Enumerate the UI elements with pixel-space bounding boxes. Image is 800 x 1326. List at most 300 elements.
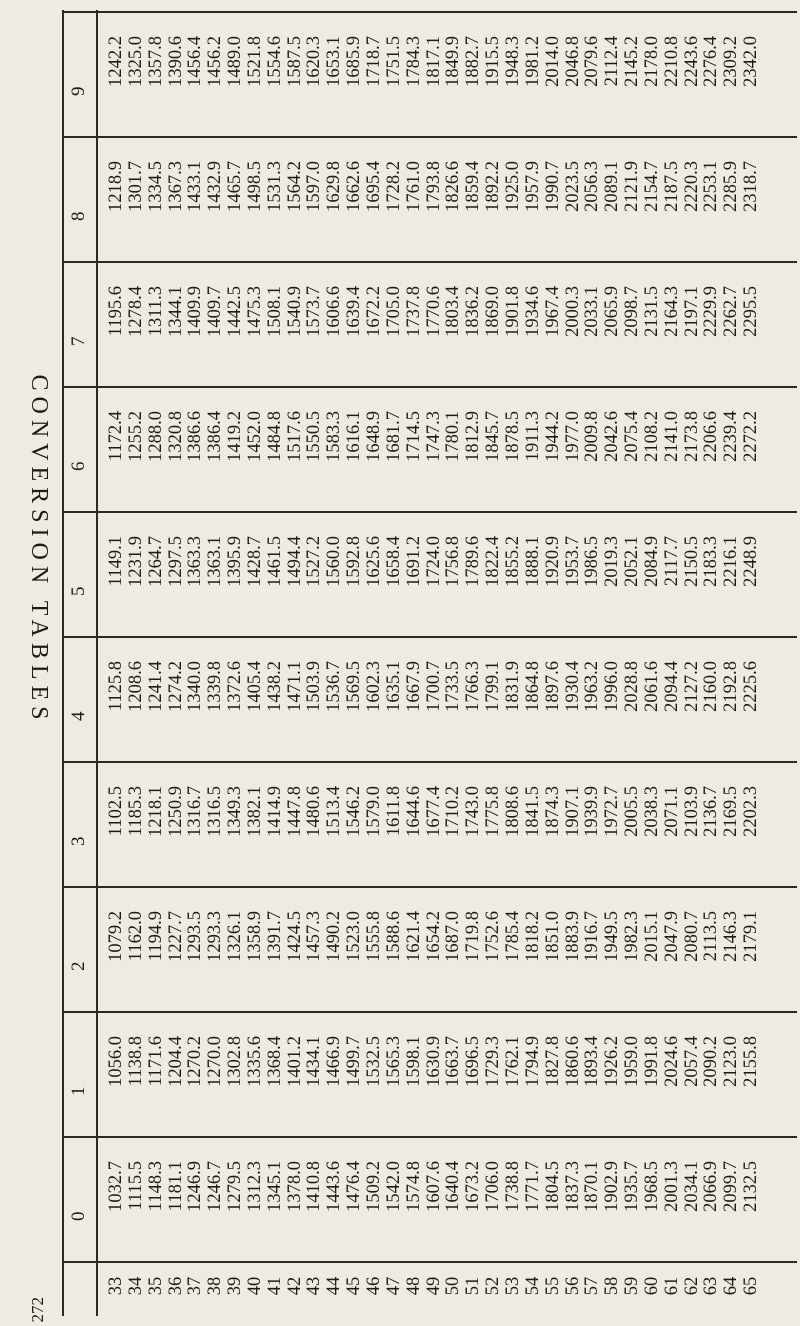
table-cell: 1409.7 (205, 286, 226, 337)
table-cell: 1542.0 (383, 1161, 404, 1212)
table-cell: 2150.5 (681, 536, 702, 587)
table-cell: 1874.3 (542, 786, 563, 837)
table-cell: 1357.8 (145, 36, 166, 87)
table-cell: 1785.4 (502, 911, 523, 962)
table-cell: 1148.3 (145, 1161, 166, 1212)
table-cell: 1831.9 (502, 661, 523, 712)
table-cell: 2141.0 (661, 411, 682, 462)
table-cell: 2065.9 (602, 286, 623, 337)
table-cell: 2285.9 (721, 161, 742, 212)
table-cell: 1554.6 (264, 36, 285, 87)
table-cell: 2015.1 (641, 911, 662, 962)
table-cell: 1316.7 (185, 786, 206, 837)
table-cell: 1102.5 (106, 786, 126, 837)
table-cell: 1640.4 (443, 1161, 464, 1212)
table-cell: 1246.7 (205, 1161, 226, 1212)
table-cell: 1775.8 (483, 786, 504, 837)
table-cell: 2038.3 (641, 786, 662, 837)
table-cell: 1432.9 (205, 161, 226, 212)
table-cell: 1386.6 (185, 411, 206, 462)
table-cell: 1334.5 (145, 161, 166, 212)
table-cell: 1489.0 (225, 36, 246, 87)
table-cell: 1685.9 (344, 36, 365, 87)
table-cell: 2033.1 (582, 286, 603, 337)
table-cell: 1345.1 (264, 1161, 285, 1212)
table-cell: 1465.7 (225, 161, 246, 212)
table-cell: 2154.7 (641, 161, 662, 212)
table-grid (60, 0, 800, 1326)
table-cell: 1728.2 (383, 161, 404, 212)
table-cell: 2155.8 (741, 1036, 762, 1087)
table-cell: 1494.4 (284, 536, 305, 587)
table-cell: 1597.0 (304, 161, 325, 212)
table-cell: 1837.3 (562, 1161, 583, 1212)
table-cell: 2123.0 (721, 1036, 742, 1087)
table-cell: 1517.6 (284, 411, 305, 462)
table-cell: 1662.6 (344, 161, 365, 212)
table-cell: 1227.7 (165, 911, 186, 962)
table-cell: 1579.0 (364, 786, 385, 837)
table-cell: 1766.3 (463, 661, 484, 712)
table-cell: 1849.9 (443, 36, 464, 87)
table-cell: 1780.1 (443, 411, 464, 462)
table-cell: 1747.3 (423, 411, 444, 462)
table-cell: 1663.7 (443, 1036, 464, 1087)
table-cell: 1733.5 (443, 661, 464, 712)
column-rule (62, 512, 797, 514)
table-cell: 1475.3 (244, 286, 265, 337)
table-cell: 2113.5 (701, 911, 722, 962)
table-cell: 1231.9 (125, 536, 146, 587)
table-cell: 2057.4 (681, 1036, 702, 1087)
table-cell: 1648.9 (364, 411, 385, 462)
table-cell: 1484.8 (264, 411, 285, 462)
table-cell: 1724.0 (423, 536, 444, 587)
table-cell: 1293.3 (205, 911, 226, 962)
table-cell: 1888.1 (522, 536, 543, 587)
table-cell: 2132.5 (741, 1161, 762, 1212)
table-cell: 2079.6 (582, 36, 603, 87)
table-cell: 1677.4 (423, 786, 444, 837)
column-rule (62, 1262, 797, 1264)
table-cell: 1560.0 (324, 536, 345, 587)
table-cell: 1171.6 (145, 1036, 166, 1087)
table-cell: 1297.5 (165, 536, 186, 587)
table-cell: 1751.5 (383, 36, 404, 87)
table-cell: 1949.5 (602, 911, 623, 962)
column-header: 9 (68, 86, 89, 96)
row-label: 53 (502, 1276, 523, 1296)
table-cell: 1845.7 (483, 411, 504, 462)
table-cell: 1414.9 (264, 786, 285, 837)
column-header: 8 (68, 211, 89, 221)
table-cell: 1255.2 (125, 411, 146, 462)
table-cell: 1499.7 (344, 1036, 365, 1087)
table-cell: 2009.8 (582, 411, 603, 462)
column-rule (62, 12, 797, 14)
table-cell: 2090.2 (701, 1036, 722, 1087)
table-cell: 1770.6 (423, 286, 444, 337)
table-cell: 1799.1 (483, 661, 504, 712)
table-cell: 2075.4 (622, 411, 643, 462)
table-cell: 1818.2 (522, 911, 543, 962)
table-cell: 1490.2 (324, 911, 345, 962)
table-cell: 1390.6 (165, 36, 186, 87)
row-label: 54 (522, 1276, 543, 1296)
table-cell: 2052.1 (622, 536, 643, 587)
table-cell: 1870.1 (582, 1161, 603, 1212)
row-label: 35 (145, 1276, 166, 1296)
table-cell: 1428.7 (244, 536, 265, 587)
table-cell: 1540.9 (284, 286, 305, 337)
table-cell: 2309.2 (721, 36, 742, 87)
table-cell: 1339.8 (205, 661, 226, 712)
table-cell: 2253.1 (701, 161, 722, 212)
table-cell: 1696.5 (463, 1036, 484, 1087)
table-cell: 1587.5 (284, 36, 305, 87)
table-cell: 1963.2 (582, 661, 603, 712)
row-label: 49 (423, 1276, 444, 1296)
table-cell: 1687.0 (443, 911, 464, 962)
table-cell: 2028.8 (622, 661, 643, 712)
table-cell: 1270.2 (185, 1036, 206, 1087)
table-cell: 1056.0 (106, 1036, 126, 1087)
table-cell: 1531.3 (264, 161, 285, 212)
table-cell: 1363.1 (205, 536, 226, 587)
row-label: 48 (403, 1276, 424, 1296)
table-cell: 1480.6 (304, 786, 325, 837)
table-cell: 1138.8 (125, 1036, 146, 1087)
row-label: 38 (205, 1276, 226, 1296)
table-cell: 2178.0 (641, 36, 662, 87)
table-cell: 2103.9 (681, 786, 702, 837)
page-number: 272 (28, 1297, 47, 1323)
table-cell: 2146.3 (721, 911, 742, 962)
row-label: 51 (463, 1276, 484, 1296)
table-cell: 1851.0 (542, 911, 563, 962)
table-cell: 1588.6 (383, 911, 404, 962)
table-cell: 1279.5 (225, 1161, 246, 1212)
table-cell: 1583.3 (324, 411, 345, 462)
table-cell: 1503.9 (304, 661, 325, 712)
table-cell: 2197.1 (681, 286, 702, 337)
table-cell: 2136.7 (701, 786, 722, 837)
table-cell: 1620.3 (304, 36, 325, 87)
table-cell: 1208.6 (125, 661, 146, 712)
table-cell: 1410.8 (304, 1161, 325, 1212)
table-cell: 1902.9 (602, 1161, 623, 1212)
column-header: 4 (68, 711, 89, 721)
table-cell: 1883.9 (562, 911, 583, 962)
table-cell: 1784.3 (403, 36, 424, 87)
table-cell: 2047.9 (661, 911, 682, 962)
table-cell: 1466.9 (324, 1036, 345, 1087)
table-cell: 1644.6 (403, 786, 424, 837)
table-cell: 1546.2 (344, 786, 365, 837)
table-cell: 1288.0 (145, 411, 166, 462)
table-cell: 1358.9 (244, 911, 265, 962)
table-cell: 1991.8 (641, 1036, 662, 1087)
table-cell: 1172.4 (106, 411, 126, 462)
row-label: 50 (443, 1276, 464, 1296)
table-cell: 2276.4 (701, 36, 722, 87)
table-cell: 2131.5 (641, 286, 662, 337)
table-cell: 1424.5 (284, 911, 305, 962)
table-cell: 1836.2 (463, 286, 484, 337)
table-cell: 1326.1 (225, 911, 246, 962)
table-cell: 1826.6 (443, 161, 464, 212)
table-cell: 1953.7 (562, 536, 583, 587)
table-cell: 1301.7 (125, 161, 146, 212)
table-cell: 2099.7 (721, 1161, 742, 1212)
table-cell: 1907.1 (562, 786, 583, 837)
table-cell: 1032.7 (106, 1161, 126, 1212)
table-cell: 1915.5 (483, 36, 504, 87)
table-cell: 2210.8 (661, 36, 682, 87)
table-cell: 1719.8 (463, 911, 484, 962)
table-cell: 2098.7 (622, 286, 643, 337)
table-cell: 1382.1 (244, 786, 265, 837)
table-cell: 1639.4 (344, 286, 365, 337)
table-cell: 2089.1 (602, 161, 623, 212)
header-rule (96, 10, 98, 1316)
table-cell: 1714.5 (403, 411, 424, 462)
table-cell: 2202.3 (741, 786, 762, 837)
table-cell: 1986.5 (582, 536, 603, 587)
table-cell: 1513.4 (324, 786, 345, 837)
column-rule (62, 262, 797, 264)
table-cell: 1527.2 (304, 536, 325, 587)
table-cell: 1241.4 (145, 661, 166, 712)
table-cell: 1149.1 (106, 536, 126, 587)
table-cell: 2342.0 (741, 36, 762, 87)
table-cell: 1982.3 (622, 911, 643, 962)
table-cell: 1860.6 (562, 1036, 583, 1087)
table-cell: 1550.5 (304, 411, 325, 462)
table-cell: 1194.9 (145, 911, 166, 962)
table-cell: 1573.7 (304, 286, 325, 337)
table-cell: 1476.4 (344, 1161, 365, 1212)
table-cell: 1743.0 (463, 786, 484, 837)
table-cell: 1761.0 (403, 161, 424, 212)
table-cell: 1916.7 (582, 911, 603, 962)
column-rule (62, 1012, 797, 1014)
row-label: 37 (185, 1276, 206, 1296)
table-cell: 1368.4 (264, 1036, 285, 1087)
table-cell: 1405.4 (244, 661, 265, 712)
table-cell: 1607.6 (423, 1161, 444, 1212)
table-cell: 1625.6 (364, 536, 385, 587)
table-cell: 1926.2 (602, 1036, 623, 1087)
table-cell: 1672.2 (364, 286, 385, 337)
table-cell: 1302.8 (225, 1036, 246, 1087)
table-cell: 1293.5 (185, 911, 206, 962)
table-cell: 2094.4 (661, 661, 682, 712)
table-cell: 1817.1 (423, 36, 444, 87)
row-label: 34 (125, 1276, 146, 1296)
row-label: 52 (483, 1276, 504, 1296)
table-cell: 1278.4 (125, 286, 146, 337)
table-cell: 2164.3 (661, 286, 682, 337)
table-cell: 1498.5 (244, 161, 265, 212)
table-cell: 2220.3 (681, 161, 702, 212)
table-cell: 1630.9 (423, 1036, 444, 1087)
table-cell: 1705.0 (383, 286, 404, 337)
column-header: 3 (68, 836, 89, 846)
table-cell: 2169.5 (721, 786, 742, 837)
table-cell: 2019.3 (602, 536, 623, 587)
table-cell: 1635.1 (383, 661, 404, 712)
table-cell: 1456.2 (205, 36, 226, 87)
row-label: 40 (244, 1276, 265, 1296)
table-cell: 2001.3 (661, 1161, 682, 1212)
table-cell: 1509.2 (364, 1161, 385, 1212)
table-cell: 2229.9 (701, 286, 722, 337)
table-cell: 1925.0 (502, 161, 523, 212)
table-cell: 1316.5 (205, 786, 226, 837)
table-cell: 1508.1 (264, 286, 285, 337)
table-cell: 1944.2 (542, 411, 563, 462)
table-cell: 1667.9 (403, 661, 424, 712)
table-cell: 1602.3 (364, 661, 385, 712)
row-label: 57 (582, 1276, 603, 1296)
table-cell: 1882.7 (463, 36, 484, 87)
table-cell: 1990.7 (542, 161, 563, 212)
table-cell: 1401.2 (284, 1036, 305, 1087)
table-cell: 1569.5 (344, 661, 365, 712)
column-rule (62, 387, 797, 389)
table-cell: 1185.3 (125, 786, 146, 837)
column-rule (62, 637, 797, 639)
table-cell: 1419.2 (225, 411, 246, 462)
table-cell: 1794.9 (522, 1036, 543, 1087)
row-label: 46 (364, 1276, 385, 1296)
table-cell: 1162.0 (125, 911, 146, 962)
table-cell: 2145.2 (622, 36, 643, 87)
table-cell: 1681.7 (383, 411, 404, 462)
table-cell: 1320.8 (165, 411, 186, 462)
table-cell: 2216.1 (721, 536, 742, 587)
table-cell: 2187.5 (661, 161, 682, 212)
table-cell: 1864.8 (522, 661, 543, 712)
table-cell: 1972.7 (602, 786, 623, 837)
table-cell: 2014.0 (542, 36, 563, 87)
column-header: 6 (68, 461, 89, 471)
table-cell: 1391.7 (264, 911, 285, 962)
column-header: 7 (68, 336, 89, 346)
row-label: 36 (165, 1276, 186, 1296)
table-cell: 1981.2 (522, 36, 543, 87)
table-cell: 2160.0 (701, 661, 722, 712)
table-cell: 1395.9 (225, 536, 246, 587)
table-cell: 1897.6 (542, 661, 563, 712)
table-cell: 1443.6 (324, 1161, 345, 1212)
table-cell: 1378.0 (284, 1161, 305, 1212)
table-cell: 1939.9 (582, 786, 603, 837)
table-cell: 1793.8 (423, 161, 444, 212)
table-cell: 1658.4 (383, 536, 404, 587)
table-cell: 1264.7 (145, 536, 166, 587)
table-cell: 2295.5 (741, 286, 762, 337)
table-cell: 1700.7 (423, 661, 444, 712)
row-label: 58 (602, 1276, 623, 1296)
row-label: 55 (542, 1276, 563, 1296)
table-cell: 1564.2 (284, 161, 305, 212)
row-label: 64 (721, 1276, 742, 1296)
table-cell: 1471.1 (284, 661, 305, 712)
table-cell: 2318.7 (741, 161, 762, 212)
table-cell: 1756.8 (443, 536, 464, 587)
table-cell: 1434.1 (304, 1036, 325, 1087)
row-label: 63 (701, 1276, 722, 1296)
table-cell: 1706.0 (483, 1161, 504, 1212)
table-cell: 2272.2 (741, 411, 762, 462)
table-cell: 1349.3 (225, 786, 246, 837)
table-cell: 1804.5 (542, 1161, 563, 1212)
table-cell: 1695.4 (364, 161, 385, 212)
table-cell: 1967.4 (542, 286, 563, 337)
row-label: 41 (264, 1276, 285, 1296)
row-label: 43 (304, 1276, 325, 1296)
table-cell: 1855.2 (502, 536, 523, 587)
table-cell: 2225.6 (741, 661, 762, 712)
table-cell: 1808.6 (502, 786, 523, 837)
table-cell: 1738.8 (502, 1161, 523, 1212)
table-cell: 1996.0 (602, 661, 623, 712)
table-cell: 1629.8 (324, 161, 345, 212)
table-cell: 1616.1 (344, 411, 365, 462)
table-cell: 1523.0 (344, 911, 365, 962)
table-cell: 1762.1 (502, 1036, 523, 1087)
table-cell: 2108.2 (641, 411, 662, 462)
table-cell: 2023.5 (562, 161, 583, 212)
table-cell: 1803.4 (443, 286, 464, 337)
table-cell: 1340.0 (185, 661, 206, 712)
table-cell: 2061.6 (641, 661, 662, 712)
table-cell: 1606.6 (324, 286, 345, 337)
table-cell: 1456.4 (185, 36, 206, 87)
table-cell: 2056.3 (582, 161, 603, 212)
table-cell: 2243.6 (681, 36, 702, 87)
table-cell: 1461.5 (264, 536, 285, 587)
table-cell: 1344.1 (165, 286, 186, 337)
table-cell: 1312.3 (244, 1161, 265, 1212)
table-cell: 1270.0 (205, 1036, 226, 1087)
table-cell: 1841.5 (522, 786, 543, 837)
row-label: 33 (106, 1276, 126, 1296)
row-label: 47 (383, 1276, 404, 1296)
row-label: 56 (562, 1276, 583, 1296)
table-cell: 2239.4 (721, 411, 742, 462)
table-cell: 1654.2 (423, 911, 444, 962)
table-cell: 2071.1 (661, 786, 682, 837)
table-cell: 2046.8 (562, 36, 583, 87)
row-label: 45 (344, 1276, 365, 1296)
table-cell: 1311.3 (145, 286, 166, 337)
table-cell: 1959.0 (622, 1036, 643, 1087)
table-cell: 1592.8 (344, 536, 365, 587)
table-cell: 1372.6 (225, 661, 246, 712)
table-cell: 1242.2 (106, 36, 126, 87)
table-cell: 2042.6 (602, 411, 623, 462)
table-cell: 1822.4 (483, 536, 504, 587)
table-cell: 1386.4 (205, 411, 226, 462)
row-label: 42 (284, 1276, 305, 1296)
row-label: 44 (324, 1276, 345, 1296)
table-cell: 1246.9 (185, 1161, 206, 1212)
table-cell: 1181.1 (165, 1161, 186, 1212)
table-cell: 1729.3 (483, 1036, 504, 1087)
